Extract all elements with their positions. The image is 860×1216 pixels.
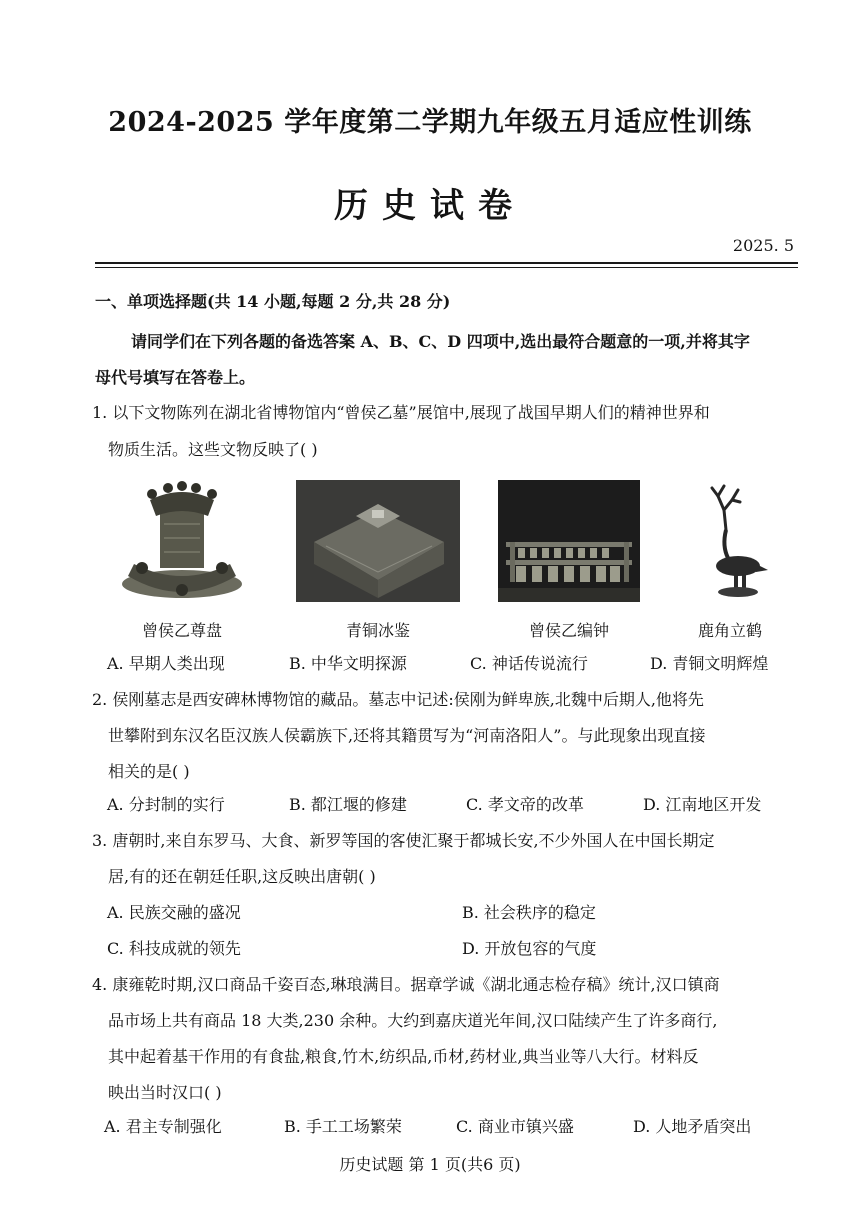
answer-option: B. 社会秩序的稳定 bbox=[462, 903, 596, 922]
question-text-line: 物质生活。这些文物反映了( ) bbox=[108, 440, 318, 459]
zun-pan-vessel-image bbox=[112, 480, 252, 602]
question-text-line: 世攀附到东汉名臣汉族人侯霸族下,还将其籍贯写为“河南洛阳人”。与此现象出现直接 bbox=[108, 726, 706, 745]
answer-option: A. 早期人类出现 bbox=[107, 654, 225, 673]
answer-option: D. 江南地区开发 bbox=[643, 795, 762, 814]
page-footer: 历史试题 第 1 页(共6 页) bbox=[339, 1155, 521, 1174]
answer-option: A. 分封制的实行 bbox=[107, 795, 225, 814]
header-divider-thick bbox=[95, 262, 798, 264]
answer-option: C. 神话传说流行 bbox=[470, 654, 588, 673]
answer-option: C. 商业市镇兴盛 bbox=[456, 1117, 574, 1136]
instruction-line-1: 请同学们在下列各题的备选答案 A、B、C、D 四项中,选出最符合题意的一项,并将其字 bbox=[131, 332, 750, 351]
answer-option: C. 科技成就的领先 bbox=[107, 939, 241, 958]
question-text-line: 其中起着基干作用的有食盐,粮食,竹木,纺织品,币材,药材业,典当业等八大行。材料反 bbox=[108, 1047, 699, 1066]
answer-option: B. 中华文明探源 bbox=[289, 654, 407, 673]
question-text-line: 相关的是( ) bbox=[108, 762, 190, 781]
question-text-line: 居,有的还在朝廷任职,这反映出唐朝( ) bbox=[108, 867, 376, 886]
figure-caption: 曾侯乙编钟 bbox=[528, 621, 609, 640]
question-text-line: 映出当时汉口( ) bbox=[108, 1083, 222, 1102]
antler-crane-image bbox=[688, 480, 772, 602]
bronze-ice-container-image bbox=[296, 480, 460, 602]
instruction-line-2: 母代号填写在答卷上。 bbox=[95, 368, 256, 387]
answer-option: D. 人地矛盾突出 bbox=[633, 1117, 752, 1136]
answer-option: D. 青铜文明辉煌 bbox=[650, 654, 769, 673]
answer-option: A. 君主专制强化 bbox=[104, 1117, 222, 1136]
answer-option: A. 民族交融的盛况 bbox=[107, 903, 241, 922]
answer-option: D. 开放包容的气度 bbox=[462, 939, 597, 958]
exam-subtitle: 历史试卷 bbox=[334, 186, 526, 226]
question-text-line: 2. 侯刚墓志是西安碑林博物馆的藏品。墓志中记述:侯刚为鲜卑族,北魏中后期人,他将先 bbox=[92, 690, 704, 709]
section-heading: 一、单项选择题(共 14 小题,每题 2 分,共 28 分) bbox=[95, 292, 451, 311]
answer-option: B. 都江堰的修建 bbox=[289, 795, 407, 814]
question-text-line: 品市场上共有商品 18 大类,230 余种。大约到嘉庆道光年间,汉口陆续产生了许多商行, bbox=[108, 1011, 718, 1030]
header-divider-thin bbox=[95, 267, 798, 268]
question-text-line: 3. 唐朝时,来自东罗马、大食、新罗等国的客使汇聚于都城长安,不少外国人在中国长期定 bbox=[92, 831, 715, 850]
exam-title: 2024-2025 学年度第二学期九年级五月适应性训练 bbox=[108, 107, 752, 138]
figure-caption: 青铜冰鉴 bbox=[345, 621, 410, 640]
answer-option: C. 孝文帝的改革 bbox=[466, 795, 584, 814]
answer-option: B. 手工工场繁荣 bbox=[284, 1117, 402, 1136]
chime-bells-image bbox=[498, 480, 640, 602]
question-text-line: 1. 以下文物陈列在湖北省博物馆内“曾侯乙墓”展馆中,展现了战国早期人们的精神世界和 bbox=[92, 403, 710, 422]
figure-caption: 曾侯乙尊盘 bbox=[141, 621, 222, 640]
question-text-line: 4. 康雍乾时期,汉口商品千姿百态,琳琅满目。据章学诚《湖北通志检存稿》统计,汉口镇商 bbox=[92, 975, 720, 994]
exam-date: 2025. 5 bbox=[732, 236, 794, 255]
figure-caption: 鹿角立鹤 bbox=[697, 621, 762, 640]
